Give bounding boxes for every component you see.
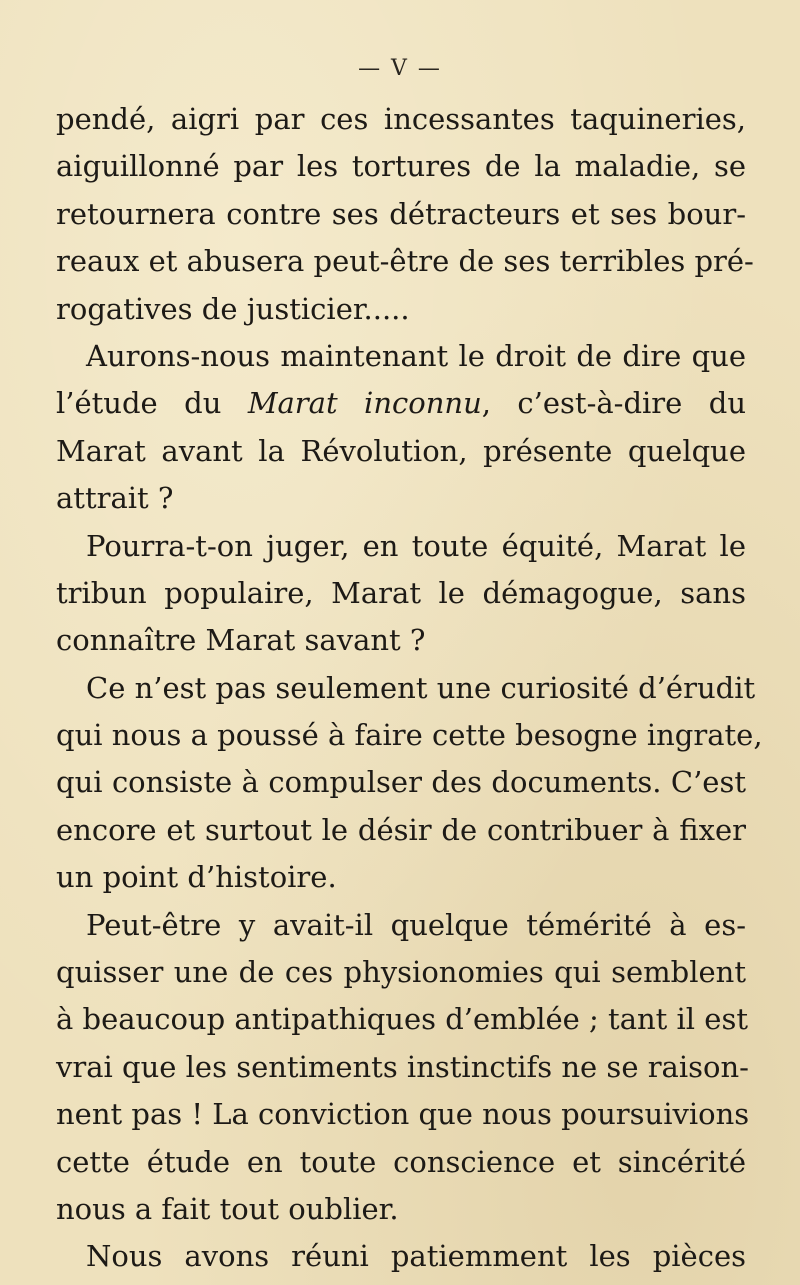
text-line: un point d’histoire. [56,860,337,895]
text-line: retournera contre ses détracteurs et ses bour- [56,196,746,231]
text-line: pendé, aigri par ces incessantes taquineries, [56,102,746,136]
text-line: reaux et abusera peut-être de ses terribles pré- [56,244,754,279]
text-line: qui nous a poussé à faire cette besogne ingrate, [56,718,763,753]
text-line: qui consiste à compulser des documents. C’est [56,765,746,800]
text-line: quisser une de ces physionomies qui semblent [56,955,746,990]
text-line: connaître Marat savant ? [56,623,426,658]
text-line: Pourra-t-on juger, en toute équité, Marat le [86,528,746,563]
text-line: rogatives de justicier..... [56,291,410,326]
text-line: Ce n’est pas seulement une curiosité d’érudit [86,670,756,705]
text-line: attrait ? [56,481,174,516]
text-line: Marat avant la Révolution, présente quelque [56,433,746,468]
text-line: aiguillonné par les tortures de la maladie, se [56,149,746,184]
text-line: Peut-être y avait-il quelque témérité à es- [86,907,746,942]
text-line: à beaucoup antipathiques d’emblée ; tant il est [56,1002,748,1037]
text-segment: l’étude du [56,386,248,421]
italic-title-segment: Marat inconnu [247,386,482,421]
page-number: — V — [358,56,442,81]
text-line [56,380,746,427]
text-line: nent pas ! La conviction que nous poursuivions [56,1097,750,1132]
text-line: encore et surtout le désir de contribuer à fixer [56,812,746,847]
text-segment: , c’est-à-dire du [481,386,746,421]
text-line: tribun populaire, Marat le démagogue, sans [56,575,746,610]
text-line: vrai que les sentiments instinctifs ne se raison- [56,1049,749,1084]
text-line: Aurons-nous maintenant le droit de dire que [86,338,746,373]
text-line: cette étude en toute conscience et sincérité [56,1144,746,1179]
text-line: Nous avons réuni patiemment les pièces [86,1239,746,1274]
body-text [56,96,763,1281]
text-line: nous a fait tout oublier. [56,1191,399,1226]
